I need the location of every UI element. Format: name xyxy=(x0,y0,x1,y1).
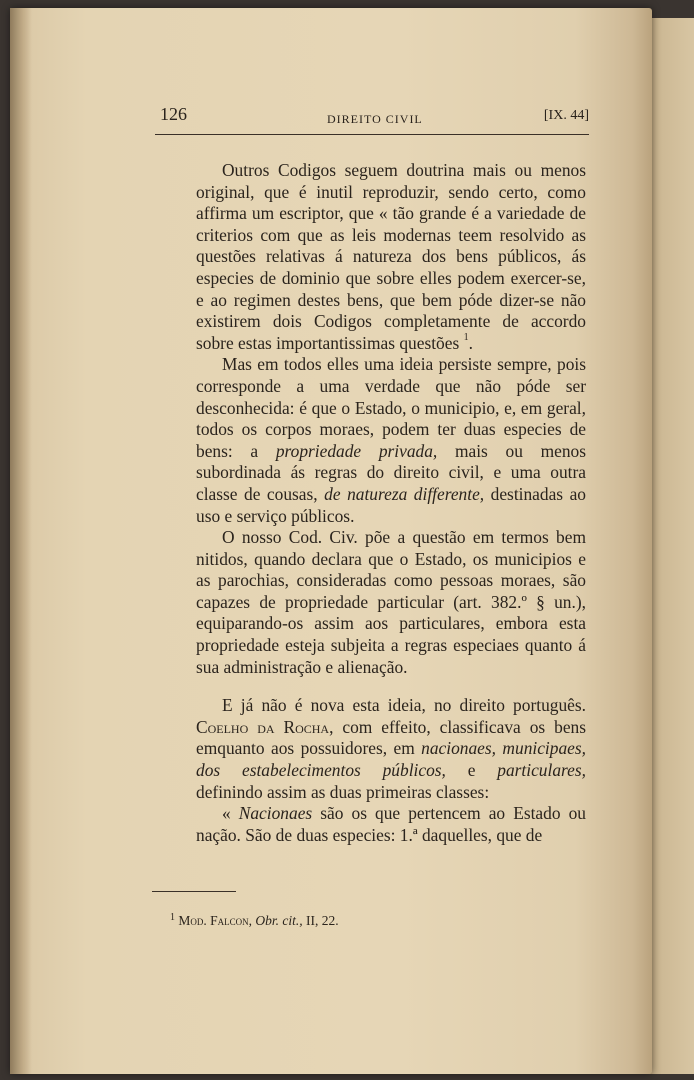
page-gutter xyxy=(10,8,32,1074)
body-text xyxy=(196,160,586,846)
footnote-reference: 1 xyxy=(463,331,469,343)
author-name: Coelho da Rocha xyxy=(196,716,330,737)
paragraph-5: « Nacionaes são os que pertencem ao Estado ou nação. São de duas especies: 1.ª daquelles, que de xyxy=(196,803,586,845)
page-number: 126 xyxy=(160,104,187,124)
page-header xyxy=(155,104,589,136)
section-reference: [IX. 44] xyxy=(543,108,589,123)
footnote xyxy=(170,913,590,929)
footnote-rule xyxy=(152,891,236,892)
paragraph-3: O nosso Cod. Civ. põe a questão em termos bem nitidos, quando declara que o Estado, os municipios e as parochias, consideradas como pessoas moraes, são capazes de propriedade particular (art. 382.º § un.), equiparando-os assim aos particulares, embora esta propriedade esteja subjeita a regras especiaes quanto á sua administração e alienação. xyxy=(196,527,586,677)
paragraph-4: E já não é nova esta ideia, no direito português. Coelho da Rocha, com effeito, classificava os bens emquanto aos possuidores, em nacionaes, municipaes, dos estabelecimentos públicos, e particulares, definindo assim as duas primeiras classes: xyxy=(196,695,586,802)
footnote-number: 1 xyxy=(170,912,175,923)
paragraph-1: Outros Codigos seguem doutrina mais ou menos original, que é inutil reproduzir, sendo certo, como affirma um escriptor, que « tão grande é a variedade de criterios com que as leis modernas teem resolvido as questões relativas á natureza dos bens públicos, ás especies de dominio que sobre elles podem exercer-se, e ao regimen destes bens, que bem póde dizer-se não existirem dois Codigos completamente de accordo sobre estas importantissimas questões $^1$. xyxy=(196,160,586,353)
footnote-author: Mod. Falcon, xyxy=(178,913,253,928)
paragraph-2: Mas em todos elles uma ideia persiste sempre, pois corresponde a uma verdade que não póde ser desconhecida: é que o Estado, o municipio, e, em geral, todos os corpos moraes, podem ter duas especies de bens: a propriedade privada, mais ou menos subordinada ás regras do direito civil, e uma outra classe de cousas, de natureza differente, destinadas ao uso e serviço públicos. xyxy=(196,354,586,526)
footnote-ref: II, 22. xyxy=(306,913,339,928)
paragraph-gap xyxy=(196,678,586,695)
header-rule xyxy=(155,134,589,135)
running-head: DIREITO CIVIL xyxy=(327,112,423,126)
footnote-work: Obr. cit., xyxy=(255,913,303,928)
